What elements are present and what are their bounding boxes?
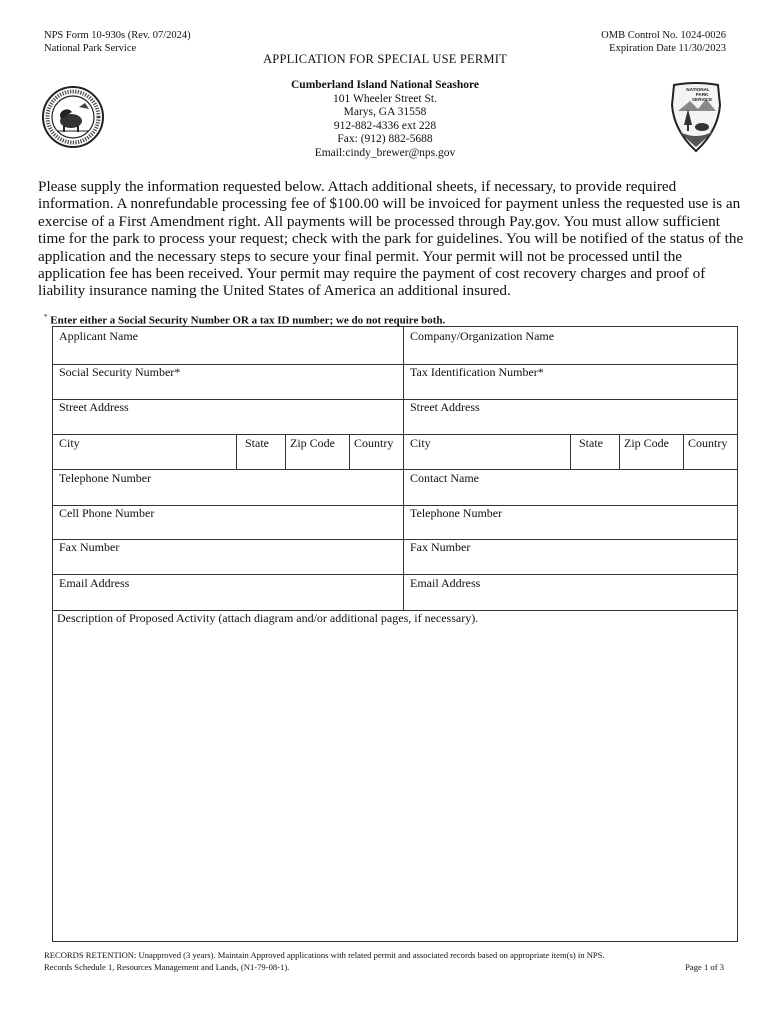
- contact-name-field[interactable]: [405, 486, 737, 504]
- applicant-name-label: Applicant Name: [59, 329, 138, 343]
- right-state-field[interactable]: [572, 451, 618, 468]
- company-name-label: Company/Organization Name: [410, 329, 555, 343]
- tax-id-label: Tax Identification Number*: [410, 365, 544, 379]
- description-field[interactable]: [55, 627, 735, 939]
- right-fax-field[interactable]: [405, 555, 737, 573]
- left-email-field[interactable]: [55, 591, 401, 609]
- park-fax: Fax: (912) 882-5688: [337, 133, 433, 146]
- cell-phone-field[interactable]: [55, 521, 401, 538]
- ssn-tax-id-note: [44, 313, 445, 327]
- left-telephone-field[interactable]: [55, 486, 401, 504]
- right-telephone-field[interactable]: [405, 521, 737, 538]
- ssn-label: Social Security Number*: [59, 365, 181, 379]
- agency-name: National Park Service: [44, 43, 137, 54]
- park-city: Marys, GA 31558: [343, 106, 427, 119]
- right-fax-label: Fax Number: [410, 540, 471, 554]
- park-street: 101 Wheeler Street St.: [333, 92, 437, 105]
- right-email-field[interactable]: [405, 591, 737, 609]
- right-telephone-label: Telephone Number: [410, 506, 503, 520]
- park-email: Email:cindy_brewer@nps.gov: [314, 146, 456, 159]
- park-name: Cumberland Island National Seashore: [291, 79, 479, 91]
- left-fax-label: Fax Number: [59, 540, 120, 554]
- left-state-label: State: [245, 436, 269, 450]
- left-country-field[interactable]: [351, 451, 402, 468]
- right-country-label: Country: [688, 436, 728, 450]
- tax-id-field[interactable]: [405, 379, 737, 398]
- retention-line-1: RECORDS RETENTION: Unapproved (3 years). Maintain Approved applications with related permit and associated records based on appropriate item(s) in NPS.: [44, 950, 605, 960]
- right-street-label: Street Address: [410, 400, 480, 414]
- records-retention-footer: [44, 949, 724, 973]
- nps-arrowhead-icon: [668, 81, 724, 153]
- left-telephone-label: Telephone Number: [59, 471, 152, 485]
- right-country-field[interactable]: [685, 451, 737, 468]
- left-email-label: Email Address: [59, 576, 130, 590]
- svg-text:NATIONAL: NATIONAL: [686, 87, 710, 92]
- right-state-label: State: [579, 436, 603, 450]
- left-fax-field[interactable]: [55, 555, 401, 573]
- park-address-block: [200, 79, 570, 161]
- expiration-date: Expiration Date 11/30/2023: [609, 43, 726, 54]
- applicant-name-field[interactable]: [55, 343, 401, 363]
- retention-line-2: Records Schedule 1, Resources Management and Lands, (N1-79-08-1).: [44, 962, 290, 972]
- page-number: Page 1 of 3: [685, 962, 724, 972]
- left-zip-label: Zip Code: [290, 436, 335, 450]
- application-form: [52, 326, 738, 942]
- right-email-label: Email Address: [410, 576, 481, 590]
- left-zip-field[interactable]: [287, 451, 348, 468]
- left-street-field[interactable]: [55, 414, 401, 433]
- page-title: APPLICATION FOR SPECIAL USE PERMIT: [263, 52, 507, 66]
- interior-seal-icon: [41, 85, 105, 149]
- right-city-field[interactable]: [405, 451, 569, 468]
- left-city-field[interactable]: [55, 451, 235, 468]
- footnote-star: *: [44, 313, 48, 321]
- park-phone: 912-882-4336 ext 228: [333, 119, 437, 132]
- instructions-paragraph: Please supply the information requested below. Attach additional sheets, if necessary, to provide required information. A nonrefundable processing fee of $100.00 will be invoiced for payment unless the requested use is an exercise of a First Amendment right. All payments will be processed through Pay.gov. You must allow sufficient time for the park to process your request; check with the park for guidelines. You will be notified of the status of the application and the necessary steps to secure your final permit. Your permit will not be processed until the application fee has been received. Your permit may require the payment of cost recovery charges and proof of liability insurance naming the United States of America an additional insured.: [38, 178, 744, 300]
- left-city-label: City: [59, 436, 80, 450]
- left-country-label: Country: [354, 436, 394, 450]
- note-text: Enter either a Social Security Number OR a tax ID number; we do not require both.: [47, 314, 446, 327]
- right-city-label: City: [410, 436, 431, 450]
- svg-text:PARK: PARK: [695, 92, 709, 97]
- right-zip-label: Zip Code: [624, 436, 669, 450]
- left-state-field[interactable]: [238, 451, 284, 468]
- ssn-field[interactable]: [55, 379, 401, 398]
- company-name-field[interactable]: [405, 343, 737, 363]
- omb-number: OMB Control No. 1024-0026: [601, 30, 726, 41]
- cell-phone-label: Cell Phone Number: [59, 506, 155, 520]
- left-street-label: Street Address: [59, 400, 129, 414]
- right-zip-field[interactable]: [621, 451, 682, 468]
- form-number: NPS Form 10-930s (Rev. 07/2024): [44, 30, 191, 41]
- description-label: Description of Proposed Activity (attach diagram and/or additional pages, if necessary).: [57, 611, 479, 625]
- contact-name-label: Contact Name: [410, 471, 479, 485]
- right-street-field[interactable]: [405, 414, 737, 433]
- svg-text:SERVICE: SERVICE: [691, 97, 713, 102]
